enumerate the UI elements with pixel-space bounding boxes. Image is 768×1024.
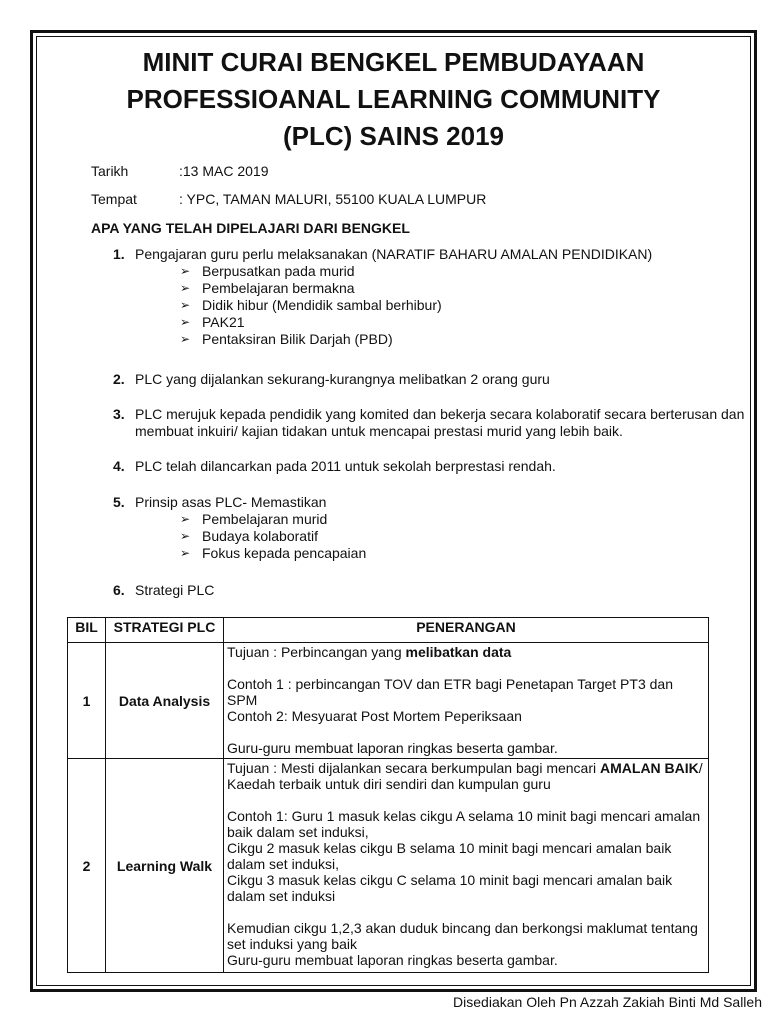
laporan-text: Guru-guru membuat laporan ringkas beserta gambar. — [227, 952, 558, 968]
cell-penerangan — [224, 759, 709, 973]
title-line-3: (PLC) SAINS 2019 — [282, 121, 505, 151]
item-text-line-2: membuat inkuiri/ kajian tidakan untuk mencapai prestasi murid yang lebih baik. — [135, 423, 623, 439]
section-heading: APA YANG TELAH DIPELAJARI DARI BENGKEL — [91, 220, 410, 236]
contoh-2: Contoh 2: Mesyuarat Post Mortem Peperiksaan — [227, 708, 522, 724]
contoh-1-line-2: SPM — [227, 692, 258, 708]
list-item-4 — [113, 458, 733, 475]
contoh-3-line-2: dalam set induksi — [227, 888, 336, 904]
item-text: PLC yang dijalankan sekurang-kurangnya melibatkan 2 orang guru — [135, 371, 550, 387]
bullet-item: ➢ Pembelajaran bermakna — [180, 280, 733, 297]
cell-strategi: Learning Walk — [106, 759, 224, 973]
title-line-1: MINIT CURAI BENGKEL PEMBUDAYAAN — [142, 47, 645, 77]
bullet-list — [180, 511, 733, 562]
list-item-6 — [113, 582, 733, 599]
item-number: 4. — [113, 458, 125, 474]
tujuan-suffix: / — [698, 760, 703, 776]
bullet-item: ➢ Pentaksiran Bilik Darjah (PBD) — [180, 331, 733, 348]
contoh-1-line-1: Contoh 1: Guru 1 masuk kelas cikgu A selama 10 minit bagi mencari amalan — [227, 808, 701, 824]
table-header-row — [68, 618, 709, 643]
list-item-3 — [113, 406, 745, 440]
kemudian-line-2: set induksi yang baik — [227, 936, 357, 952]
title-line-2: PROFESSIOANAL LEARNING COMMUNITY — [126, 84, 661, 114]
header-bil: BIL — [68, 618, 106, 643]
tujuan-text: Tujuan : Perbincangan yang — [227, 644, 406, 660]
list-item-5 — [113, 494, 733, 562]
kemudian-line-1: Kemudian cikgu 1,2,3 akan duduk bincang dan berkongsi maklumat tentang — [227, 920, 698, 936]
document-title — [36, 44, 751, 155]
bullet-item: ➢ Budaya kolaboratif — [180, 528, 733, 545]
table-row — [68, 759, 709, 973]
cell-bil: 2 — [68, 759, 106, 973]
list-item-1 — [113, 246, 733, 348]
header-strategi: STRATEGI PLC — [106, 618, 224, 643]
tarikh-label: Tarikh — [91, 163, 129, 179]
tarikh-value: :13 MAC 2019 — [179, 163, 269, 179]
bullet-item: ➢ Fokus kepada pencapaian — [180, 545, 733, 562]
bullet-item: ➢ Berpusatkan pada murid — [180, 263, 733, 280]
contoh-1-line-1: Contoh 1 : perbincangan TOV dan ETR bagi Penetapan Target PT3 dan — [227, 676, 673, 692]
bullet-list — [180, 263, 733, 348]
laporan-text: Guru-guru membuat laporan ringkas beserta gambar. — [227, 740, 558, 756]
item-number: 1. — [113, 246, 125, 262]
item-text: Strategi PLC — [135, 582, 215, 598]
table-row — [68, 643, 709, 759]
tempat-value: : YPC, TAMAN MALURI, 55100 KUALA LUMPUR — [179, 191, 487, 207]
item-text-line-1: PLC merujuk kepada pendidik yang komited dan bekerja secara kolaboratif secara berterusan dan — [135, 406, 745, 422]
item-text: PLC telah dilancarkan pada 2011 untuk sekolah berprestasi rendah. — [135, 458, 556, 474]
cell-strategi: Data Analysis — [106, 643, 224, 759]
tempat-label: Tempat — [91, 191, 137, 207]
strategy-table — [67, 617, 709, 973]
contoh-2-line-2: dalam set induksi, — [227, 856, 340, 872]
contoh-3-line-1: Cikgu 3 masuk kelas cikgu C selama 10 minit bagi mencari amalan baik — [227, 872, 673, 888]
item-number: 3. — [113, 406, 125, 422]
header-penerangan: PENERANGAN — [224, 618, 709, 643]
item-number: 6. — [113, 582, 125, 598]
list-item-2 — [113, 371, 733, 388]
tujuan-bold: melibatkan data — [405, 644, 512, 660]
bullet-item: ➢ Didik hibur (Mendidik sambal berhibur) — [180, 297, 733, 314]
item-number: 5. — [113, 494, 125, 510]
tujuan-bold: AMALAN BAIK — [600, 760, 699, 776]
tujuan-text: Tujuan : Mesti dijalankan secara berkumpulan bagi mencari — [227, 760, 601, 776]
item-text: Pengajaran guru perlu melaksanakan (NARATIF BAHARU AMALAN PENDIDIKAN) — [135, 246, 653, 262]
contoh-1-line-2: baik dalam set induksi, — [227, 824, 369, 840]
prepared-by-footer: Disediakan Oleh Pn Azzah Zakiah Binti Md Salleh — [453, 994, 762, 1010]
cell-bil: 1 — [68, 643, 106, 759]
item-number: 2. — [113, 371, 125, 387]
bullet-item: ➢ Pembelajaran murid — [180, 511, 733, 528]
item-text: Prinsip asas PLC- Memastikan — [135, 494, 327, 510]
tujuan-line-2: Kaedah terbaik untuk diri sendiri dan kumpulan guru — [227, 776, 551, 792]
bullet-item: ➢ PAK21 — [180, 314, 733, 331]
contoh-2-line-1: Cikgu 2 masuk kelas cikgu B selama 10 minit bagi mencari amalan baik — [227, 840, 672, 856]
cell-penerangan — [224, 643, 709, 759]
